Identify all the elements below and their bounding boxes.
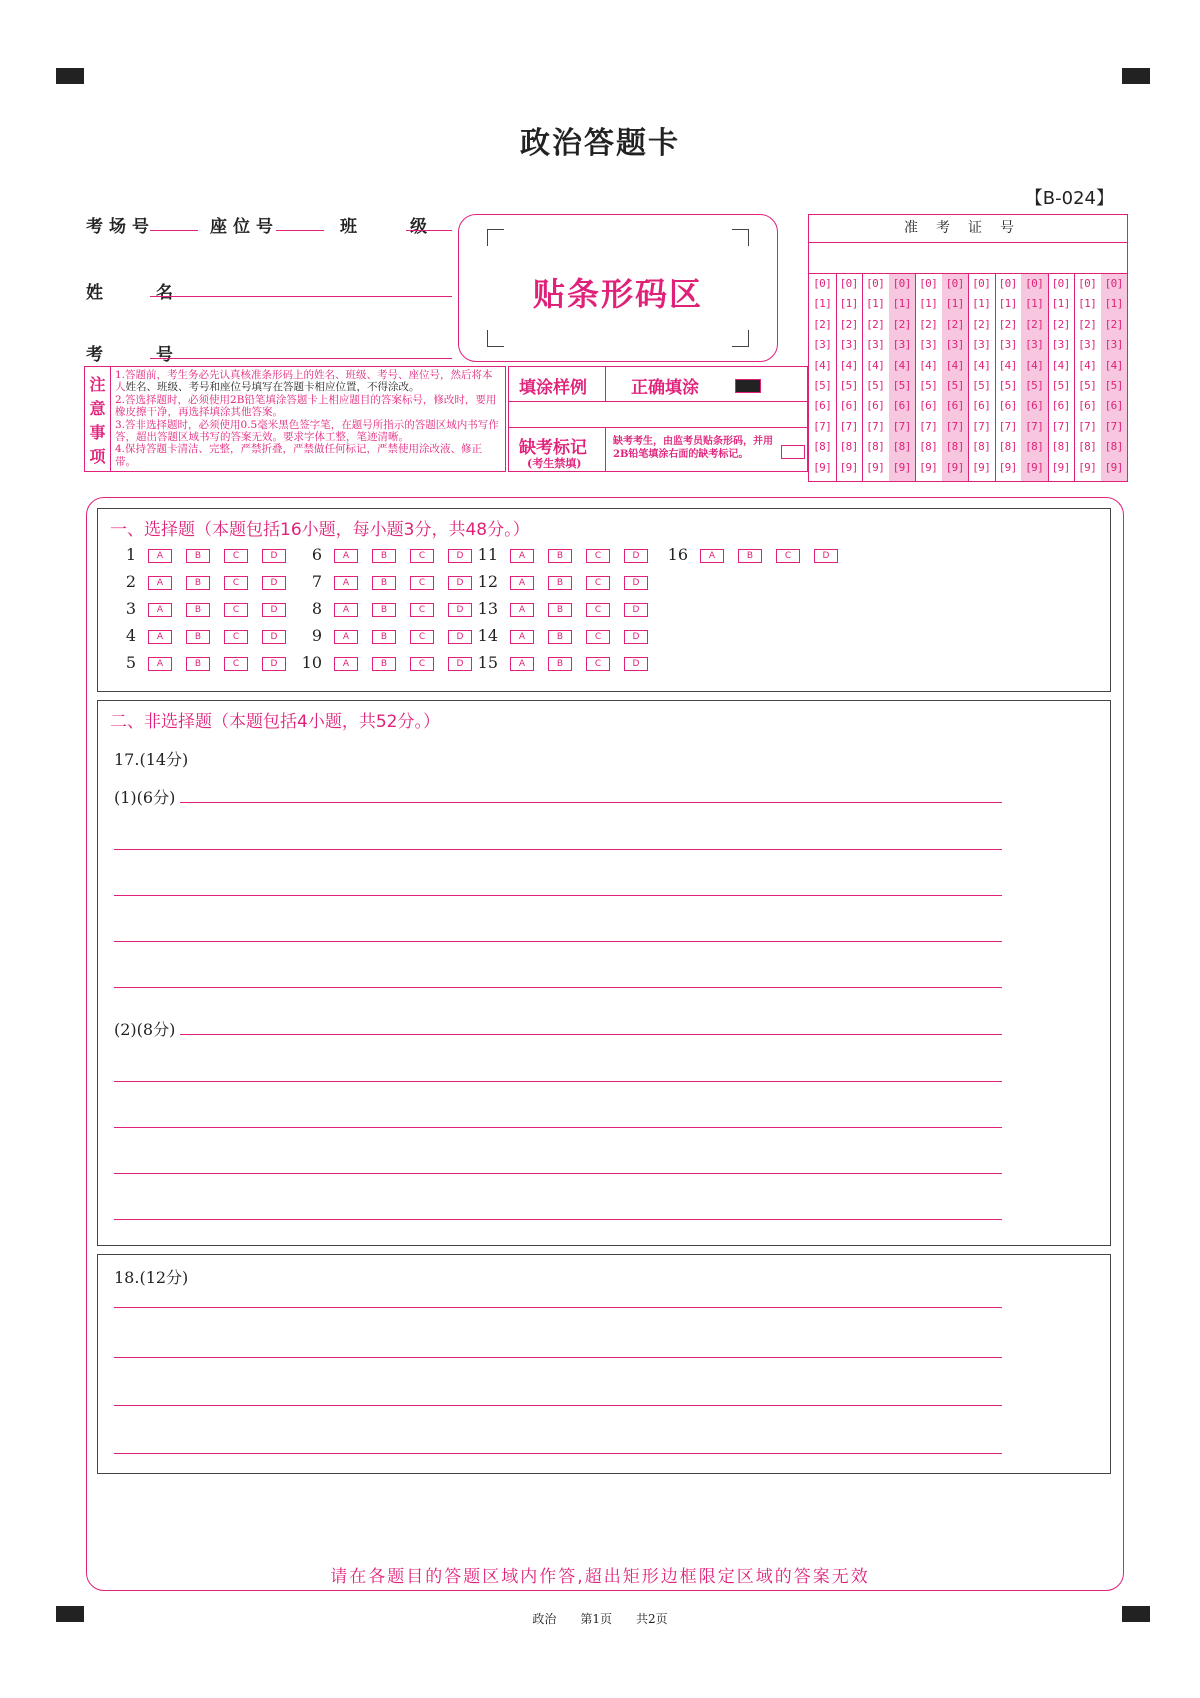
digit-bubble[interactable]: [8] <box>1025 440 1044 454</box>
answer-line[interactable] <box>180 802 1002 803</box>
option-bubble-c[interactable]: C <box>410 630 434 644</box>
seat-label: 座位号 <box>210 217 279 237</box>
option-bubble-d[interactable]: D <box>624 549 648 563</box>
option-bubble-a[interactable]: A <box>510 603 534 617</box>
q17-1-label: (1)(6分) <box>114 788 176 807</box>
option-bubble-b[interactable]: B <box>738 549 762 563</box>
digit-bubble[interactable]: [7] <box>1051 419 1070 433</box>
question-number: 10 <box>301 653 322 672</box>
option-bubble-d[interactable]: D <box>262 549 286 563</box>
option-bubble-d[interactable]: D <box>448 657 472 671</box>
digit-bubble[interactable]: [9] <box>866 460 885 474</box>
digit-bubble[interactable]: [4] <box>1104 358 1123 372</box>
question-number: 8 <box>311 599 322 618</box>
admission-column <box>995 243 1023 481</box>
digit-bubble[interactable]: [3] <box>892 338 911 352</box>
digit-bubble[interactable]: [1] <box>1078 297 1097 311</box>
digit-bubble[interactable]: [8] <box>1078 440 1097 454</box>
digit-bubble[interactable]: [6] <box>972 399 991 413</box>
digit-bubble[interactable]: [6] <box>839 399 858 413</box>
digit-bubble[interactable]: [0] <box>919 277 938 290</box>
admission-column <box>1101 243 1128 481</box>
admission-column <box>836 243 864 481</box>
choice-section <box>97 508 1111 692</box>
admission-digit-box[interactable] <box>1101 243 1128 274</box>
digit-bubble[interactable]: [1] <box>998 297 1017 311</box>
correct-fill-label: 正确填涂 <box>631 378 699 398</box>
digit-bubble[interactable]: [2] <box>1078 317 1097 331</box>
question-number: 7 <box>311 572 322 591</box>
digit-bubble[interactable]: [0] <box>892 277 911 290</box>
option-bubble-a[interactable]: A <box>334 630 358 644</box>
option-bubble-d[interactable]: D <box>814 549 838 563</box>
digit-bubble[interactable]: [0] <box>813 277 832 290</box>
digit-bubble[interactable]: [5] <box>839 379 858 392</box>
question-number: 16 <box>667 545 688 564</box>
option-bubble-a[interactable]: A <box>148 657 172 671</box>
option-bubble-b[interactable]: B <box>186 576 210 590</box>
choice-section-title: 一、选择题（本题包括16小题，每小题3分，共48分。） <box>110 520 530 540</box>
option-bubble-b[interactable]: B <box>186 549 210 563</box>
digit-bubble[interactable]: [2] <box>813 317 832 331</box>
digit-bubble[interactable]: [9] <box>945 460 964 474</box>
digit-bubble[interactable]: [6] <box>1078 399 1097 413</box>
digit-bubble[interactable]: [1] <box>1051 297 1070 311</box>
digit-bubble[interactable]: [7] <box>1104 419 1123 433</box>
option-bubble-c[interactable]: C <box>410 657 434 671</box>
digit-bubble[interactable]: [9] <box>892 460 911 474</box>
digit-bubble[interactable]: [0] <box>1025 277 1044 290</box>
digit-bubble[interactable]: [0] <box>1078 277 1097 290</box>
question-number: 1 <box>125 545 136 564</box>
digit-bubble[interactable]: [8] <box>892 440 911 454</box>
absent-mark-note: (考生禁填) <box>527 457 582 470</box>
digit-bubble[interactable]: [8] <box>972 440 991 454</box>
digit-bubble[interactable]: [1] <box>866 297 885 311</box>
digit-bubble[interactable]: [7] <box>813 419 832 433</box>
form-code: 【B-024】 <box>1024 188 1114 209</box>
admission-column <box>915 243 943 481</box>
seat-field[interactable] <box>276 230 324 231</box>
option-bubble-a[interactable]: A <box>510 549 534 563</box>
digit-bubble[interactable]: [0] <box>1051 277 1070 290</box>
digit-bubble[interactable]: [7] <box>866 419 885 433</box>
answer-line[interactable] <box>114 895 1002 896</box>
option-bubble-c[interactable]: C <box>224 603 248 617</box>
digit-bubble[interactable]: [6] <box>1051 399 1070 413</box>
admission-digit-box[interactable] <box>1048 243 1075 274</box>
digit-bubble[interactable]: [1] <box>839 297 858 311</box>
digit-bubble[interactable]: [6] <box>1025 399 1044 413</box>
admission-digit-box[interactable] <box>1074 243 1101 274</box>
digit-bubble[interactable]: [4] <box>813 358 832 372</box>
digit-bubble[interactable]: [4] <box>1025 358 1044 372</box>
option-bubble-c[interactable]: C <box>224 549 248 563</box>
digit-bubble[interactable]: [8] <box>813 440 832 454</box>
digit-bubble[interactable]: [7] <box>839 419 858 433</box>
exam-room-field[interactable] <box>150 230 198 231</box>
digit-bubble[interactable]: [6] <box>919 399 938 413</box>
option-bubble-c[interactable]: C <box>586 549 610 563</box>
admission-digit-box[interactable] <box>915 243 942 274</box>
option-bubble-a[interactable]: A <box>510 630 534 644</box>
digit-bubble[interactable]: [6] <box>866 399 885 413</box>
answer-area <box>86 497 1124 1591</box>
digit-bubble[interactable]: [9] <box>1104 460 1123 474</box>
q18-label: 18.(12分) <box>114 1268 189 1287</box>
digit-bubble[interactable]: [3] <box>1078 338 1097 352</box>
digit-bubble[interactable]: [8] <box>866 440 885 454</box>
name-field[interactable] <box>150 296 452 297</box>
option-bubble-c[interactable]: C <box>586 603 610 617</box>
option-bubble-b[interactable]: B <box>548 630 572 644</box>
digit-bubble[interactable]: [1] <box>813 297 832 311</box>
admission-column <box>889 243 917 481</box>
notice-text: 1.答题前，考生务必先认真核准条形码上的姓名、班级、考号、座位号，然后将本人姓名、班级、考号和座位号填写在答题卡相应位置，不得涂改。 2.答选择题时，必须使用2B铅笔填涂答题卡上相应题目的答案标号，修改时，要用橡皮擦干净，再选择填涂其他答案。 3.答非选择题时，必须使用0.5毫米黑色签字笔，在题号所指示的答题区域内书写作答，超出答题区域书写的答案无效。要求字体工整，笔迹清晰。 4.保持答题卡清洁、完整，严禁折叠，严禁做任何标记，严禁使用涂改液、修正带。 <box>115 369 499 468</box>
digit-bubble[interactable]: [0] <box>839 277 858 290</box>
exam-no-field[interactable] <box>150 358 452 359</box>
digit-bubble[interactable]: [6] <box>945 399 964 413</box>
absent-checkbox[interactable] <box>781 445 805 459</box>
admission-column <box>968 243 996 481</box>
notice-box <box>84 366 506 472</box>
digit-bubble[interactable]: [8] <box>1104 440 1123 454</box>
fill-sample-label: 填涂样例 <box>519 378 587 398</box>
digit-bubble[interactable]: [5] <box>1051 379 1070 392</box>
question-number: 3 <box>125 599 136 618</box>
option-bubble-a[interactable]: A <box>510 657 534 671</box>
digit-bubble[interactable]: [8] <box>919 440 938 454</box>
exam-no-label: 考 号 <box>86 345 191 365</box>
absent-mark-desc: 缺考考生，由监考员贴条形码，并用2B铅笔填涂右面的缺考标记。 <box>613 436 773 460</box>
option-bubble-b[interactable]: B <box>372 603 396 617</box>
option-bubble-c[interactable]: C <box>224 657 248 671</box>
option-bubble-b[interactable]: B <box>372 576 396 590</box>
digit-bubble[interactable]: [8] <box>945 440 964 454</box>
digit-bubble[interactable]: [4] <box>919 358 938 372</box>
option-bubble-a[interactable]: A <box>148 549 172 563</box>
digit-bubble[interactable]: [2] <box>866 317 885 331</box>
digit-bubble[interactable]: [0] <box>866 277 885 290</box>
digit-bubble[interactable]: [5] <box>813 379 832 392</box>
digit-bubble[interactable]: [1] <box>1104 297 1123 311</box>
digit-bubble[interactable]: [3] <box>972 338 991 352</box>
option-bubble-c[interactable]: C <box>410 549 434 563</box>
option-bubble-d[interactable]: D <box>624 603 648 617</box>
answer-line[interactable] <box>114 1307 1002 1308</box>
admission-digit-box[interactable] <box>862 243 889 274</box>
digit-bubble[interactable]: [4] <box>1078 358 1097 372</box>
digit-bubble[interactable]: [1] <box>892 297 911 311</box>
digit-bubble[interactable]: [2] <box>998 317 1017 331</box>
digit-bubble[interactable]: [3] <box>1025 338 1044 352</box>
digit-bubble[interactable]: [9] <box>919 460 938 474</box>
question-number: 2 <box>125 572 136 591</box>
digit-bubble[interactable]: [4] <box>945 358 964 372</box>
digit-bubble[interactable]: [7] <box>1078 419 1097 433</box>
option-bubble-b[interactable]: B <box>372 549 396 563</box>
registration-mark <box>56 68 84 84</box>
digit-bubble[interactable]: [3] <box>919 338 938 352</box>
answer-line[interactable] <box>114 1219 1002 1220</box>
digit-bubble[interactable]: [3] <box>1104 338 1123 352</box>
question-number: 15 <box>477 653 498 672</box>
admission-title: 准考证号 <box>809 215 1127 243</box>
answer-line[interactable] <box>114 1081 1002 1082</box>
digit-bubble[interactable]: [9] <box>998 460 1017 474</box>
option-bubble-c[interactable]: C <box>224 576 248 590</box>
admission-digit-box[interactable] <box>942 243 969 274</box>
digit-bubble[interactable]: [4] <box>839 358 858 372</box>
option-bubble-c[interactable]: C <box>586 657 610 671</box>
question-number: 14 <box>477 626 498 645</box>
digit-bubble[interactable]: [3] <box>1051 338 1070 352</box>
digit-bubble[interactable]: [5] <box>1104 379 1123 392</box>
digit-bubble[interactable]: [4] <box>892 358 911 372</box>
digit-bubble[interactable]: [5] <box>972 379 991 392</box>
admission-column <box>1074 243 1102 481</box>
option-bubble-a[interactable]: A <box>148 576 172 590</box>
digit-bubble[interactable]: [6] <box>892 399 911 413</box>
digit-bubble[interactable]: [7] <box>972 419 991 433</box>
barcode-label: 贴条形码区 <box>532 275 703 313</box>
digit-bubble[interactable]: [5] <box>945 379 964 392</box>
option-bubble-c[interactable]: C <box>224 630 248 644</box>
digit-bubble[interactable]: [9] <box>1051 460 1070 474</box>
option-bubble-c[interactable]: C <box>776 549 800 563</box>
digit-bubble[interactable]: [9] <box>972 460 991 474</box>
question-number: 4 <box>125 626 136 645</box>
digit-bubble[interactable]: [5] <box>866 379 885 392</box>
admission-column <box>809 243 837 481</box>
answer-line[interactable] <box>114 1127 1002 1128</box>
admission-column <box>862 243 890 481</box>
option-bubble-d[interactable]: D <box>262 576 286 590</box>
option-bubble-b[interactable]: B <box>186 657 210 671</box>
option-bubble-b[interactable]: B <box>372 630 396 644</box>
digit-bubble[interactable]: [2] <box>839 317 858 331</box>
digit-bubble[interactable]: [3] <box>813 338 832 352</box>
option-bubble-a[interactable]: A <box>334 549 358 563</box>
admission-digit-box[interactable] <box>968 243 995 274</box>
digit-bubble[interactable]: [3] <box>866 338 885 352</box>
notice-title: 注 意 事 项 <box>85 367 111 471</box>
admission-digit-box[interactable] <box>889 243 916 274</box>
barcode-area <box>458 214 778 362</box>
admission-digit-box[interactable] <box>809 243 836 274</box>
digit-bubble[interactable]: [5] <box>998 379 1017 392</box>
q17-2-label: (2)(8分) <box>114 1020 176 1039</box>
option-bubble-d[interactable]: D <box>624 630 648 644</box>
option-bubble-c[interactable]: C <box>410 603 434 617</box>
digit-bubble[interactable]: [0] <box>1104 277 1123 290</box>
option-bubble-c[interactable]: C <box>586 630 610 644</box>
q17-label: 17.(14分) <box>114 750 189 769</box>
digit-bubble[interactable]: [8] <box>839 440 858 454</box>
class-label: 班 级 <box>340 217 445 237</box>
option-bubble-a[interactable]: A <box>700 549 724 563</box>
digit-bubble[interactable]: [3] <box>998 338 1017 352</box>
digit-bubble[interactable]: [2] <box>1104 317 1123 331</box>
answer-line[interactable] <box>114 1453 1002 1454</box>
exam-room-label: 考场号 <box>86 217 155 237</box>
answer-line[interactable] <box>180 1034 1002 1035</box>
admission-column <box>1021 243 1049 481</box>
admission-number-grid <box>808 214 1128 482</box>
digit-bubble[interactable]: [1] <box>945 297 964 311</box>
answer-line[interactable] <box>114 1173 1002 1174</box>
option-bubble-b[interactable]: B <box>548 549 572 563</box>
question-number: 6 <box>311 545 322 564</box>
digit-bubble[interactable]: [1] <box>972 297 991 311</box>
option-bubble-a[interactable]: A <box>334 603 358 617</box>
digit-bubble[interactable]: [5] <box>1078 379 1097 392</box>
digit-bubble[interactable]: [0] <box>945 277 964 290</box>
option-bubble-d[interactable]: D <box>624 657 648 671</box>
admission-digit-box[interactable] <box>1021 243 1048 274</box>
option-bubble-b[interactable]: B <box>186 630 210 644</box>
answer-line[interactable] <box>114 1405 1002 1406</box>
answer-line[interactable] <box>114 941 1002 942</box>
option-bubble-a[interactable]: A <box>148 603 172 617</box>
digit-bubble[interactable]: [5] <box>1025 379 1044 392</box>
digit-bubble[interactable]: [9] <box>813 460 832 474</box>
option-bubble-b[interactable]: B <box>548 657 572 671</box>
digit-bubble[interactable]: [9] <box>1078 460 1097 474</box>
question-number: 5 <box>125 653 136 672</box>
digit-bubble[interactable]: [9] <box>839 460 858 474</box>
option-bubble-d[interactable]: D <box>262 657 286 671</box>
admission-digit-box[interactable] <box>836 243 863 274</box>
digit-bubble[interactable]: [0] <box>972 277 991 290</box>
digit-bubble[interactable]: [4] <box>1051 358 1070 372</box>
digit-bubble[interactable]: [6] <box>813 399 832 413</box>
digit-bubble[interactable]: [7] <box>1025 419 1044 433</box>
answer-line[interactable] <box>114 987 1002 988</box>
option-bubble-d[interactable]: D <box>262 603 286 617</box>
digit-bubble[interactable]: [4] <box>998 358 1017 372</box>
q18-section <box>97 1254 1111 1474</box>
digit-bubble[interactable]: [6] <box>998 399 1017 413</box>
q17-section <box>97 700 1111 1246</box>
option-bubble-c[interactable]: C <box>586 576 610 590</box>
option-bubble-d[interactable]: D <box>448 576 472 590</box>
digit-bubble[interactable]: [5] <box>919 379 938 392</box>
page-title: 政治答题卡 <box>520 126 680 161</box>
digit-bubble[interactable]: [1] <box>919 297 938 311</box>
digit-bubble[interactable]: [8] <box>1051 440 1070 454</box>
boundary-warning: 请在各题目的答题区域内作答,超出矩形边框限定区域的答案无效 <box>330 1567 870 1587</box>
option-bubble-d[interactable]: D <box>448 603 472 617</box>
option-bubble-a[interactable]: A <box>334 576 358 590</box>
answer-line[interactable] <box>114 849 1002 850</box>
digit-bubble[interactable]: [2] <box>945 317 964 331</box>
class-field[interactable] <box>406 230 452 231</box>
option-bubble-c[interactable]: C <box>410 576 434 590</box>
digit-bubble[interactable]: [3] <box>839 338 858 352</box>
option-bubble-d[interactable]: D <box>624 576 648 590</box>
nonchoice-section-title: 二、非选择题（本题包括4小题，共52分。） <box>110 712 440 732</box>
absent-mark-label: 缺考标记 <box>519 438 587 458</box>
filled-mark-sample <box>735 379 761 393</box>
digit-bubble[interactable]: [7] <box>998 419 1017 433</box>
digit-bubble[interactable]: [8] <box>998 440 1017 454</box>
digit-bubble[interactable]: [7] <box>892 419 911 433</box>
digit-bubble[interactable]: [7] <box>945 419 964 433</box>
digit-bubble[interactable]: [6] <box>1104 399 1123 413</box>
digit-bubble[interactable]: [5] <box>892 379 911 392</box>
digit-bubble[interactable]: [2] <box>1025 317 1044 331</box>
digit-bubble[interactable]: [2] <box>1051 317 1070 331</box>
admission-column <box>942 243 970 481</box>
option-bubble-d[interactable]: D <box>448 549 472 563</box>
digit-bubble[interactable]: [2] <box>972 317 991 331</box>
question-number: 11 <box>477 545 498 564</box>
option-bubble-b[interactable]: B <box>372 657 396 671</box>
option-bubble-b[interactable]: B <box>548 576 572 590</box>
admission-column <box>1048 243 1076 481</box>
digit-bubble[interactable]: [2] <box>892 317 911 331</box>
digit-bubble[interactable]: [4] <box>866 358 885 372</box>
answer-line[interactable] <box>114 1357 1002 1358</box>
registration-mark <box>1122 68 1150 84</box>
digit-bubble[interactable]: [3] <box>945 338 964 352</box>
option-bubble-d[interactable]: D <box>448 630 472 644</box>
digit-bubble[interactable]: [7] <box>919 419 938 433</box>
option-bubble-a[interactable]: A <box>334 657 358 671</box>
option-bubble-b[interactable]: B <box>186 603 210 617</box>
digit-bubble[interactable]: [9] <box>1025 460 1044 474</box>
question-number: 12 <box>477 572 498 591</box>
digit-bubble[interactable]: [0] <box>998 277 1017 290</box>
admission-digit-box[interactable] <box>995 243 1022 274</box>
option-bubble-b[interactable]: B <box>548 603 572 617</box>
question-number: 13 <box>477 599 498 618</box>
page-footer: 政治 第1页 共2页 <box>532 1612 668 1626</box>
option-bubble-d[interactable]: D <box>262 630 286 644</box>
digit-bubble[interactable]: [1] <box>1025 297 1044 311</box>
digit-bubble[interactable]: [2] <box>919 317 938 331</box>
name-label: 姓 名 <box>86 283 191 303</box>
question-number: 9 <box>311 626 322 645</box>
digit-bubble[interactable]: [4] <box>972 358 991 372</box>
option-bubble-a[interactable]: A <box>148 630 172 644</box>
option-bubble-a[interactable]: A <box>510 576 534 590</box>
fill-sample-box <box>508 366 808 472</box>
